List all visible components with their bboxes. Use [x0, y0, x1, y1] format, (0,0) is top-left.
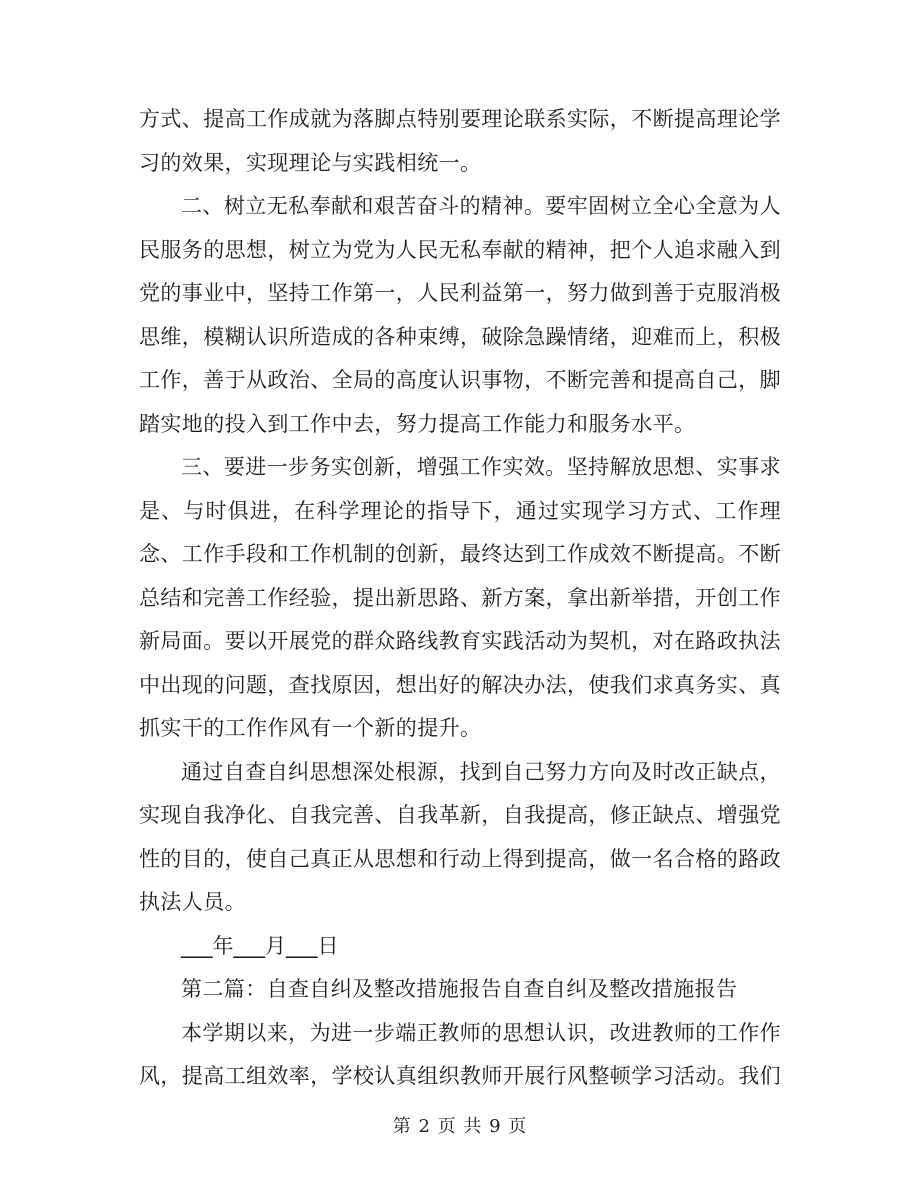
paragraph-item-two: 二、树立无私奉献和艰苦奋斗的精神。要牢固树立全心全意为人民服务的思想，树立为党为人民无私奉献的精神，把个人追求融入到党的事业中，坚持工作第一，人民利益第一，努力做到善于克服消极思维，模糊认识所造成的各种束缚，破除急躁情绪，迎难而上，积极工作，善于从政治、全局的高度认识事物，不断完善和提高自己，脚踏实地的投入到工作中去，努力提高工作能力和服务水平。: [139, 194, 781, 436]
paragraph-section-two-intro: 本学期以来，为进一步端正教师的思想认识，改进教师的工作作风，提高工组效率，学校认真组织教师开展行风整顿学习活动。我们: [139, 1020, 781, 1088]
document-body: [139, 98, 781, 1099]
paragraph-item-three: 三、要进一步务实创新，增强工作实效。坚持解放思想、实事求是、与时俱进，在科学理论的指导下，通过实现学习方式、工作理念、工作手段和工作机制的创新，最终达到工作成效不断提高。不断总结和完善工作经验，提出新思路、新方案，拿出新举措，开创工作新局面。要以开展党的群众路线教育实践活动为契机，对在路政执法中出现的问题，查找原因，想出好的解决办法，使我们求真务实、真抓实干的工作作风有一个新的提升。: [139, 455, 781, 740]
page-footer: [0, 1112, 920, 1138]
page-number-label: 第 2 页 共 9 页: [392, 1116, 528, 1137]
paragraph-continuation: 方式、提高工作成就为落脚点特别要理论联系实际，不断提高理论学习的效果，实现理论与实践相统一。: [139, 107, 781, 175]
date-line: ___年___月___日: [181, 933, 339, 958]
paragraph-conclusion: 通过自查自纠思想深处根源，找到自己努力方向及时改正缺点，实现自我净化、自我完善、自我革新，自我提高，修正缺点、增强党性的目的，使自己真正从思想和行动上得到提高，做一名合格的路政执法人员。: [139, 759, 781, 914]
section-title: 第二篇：自查自纠及整改措施报告自查自纠及整改措施报告: [181, 977, 738, 1001]
